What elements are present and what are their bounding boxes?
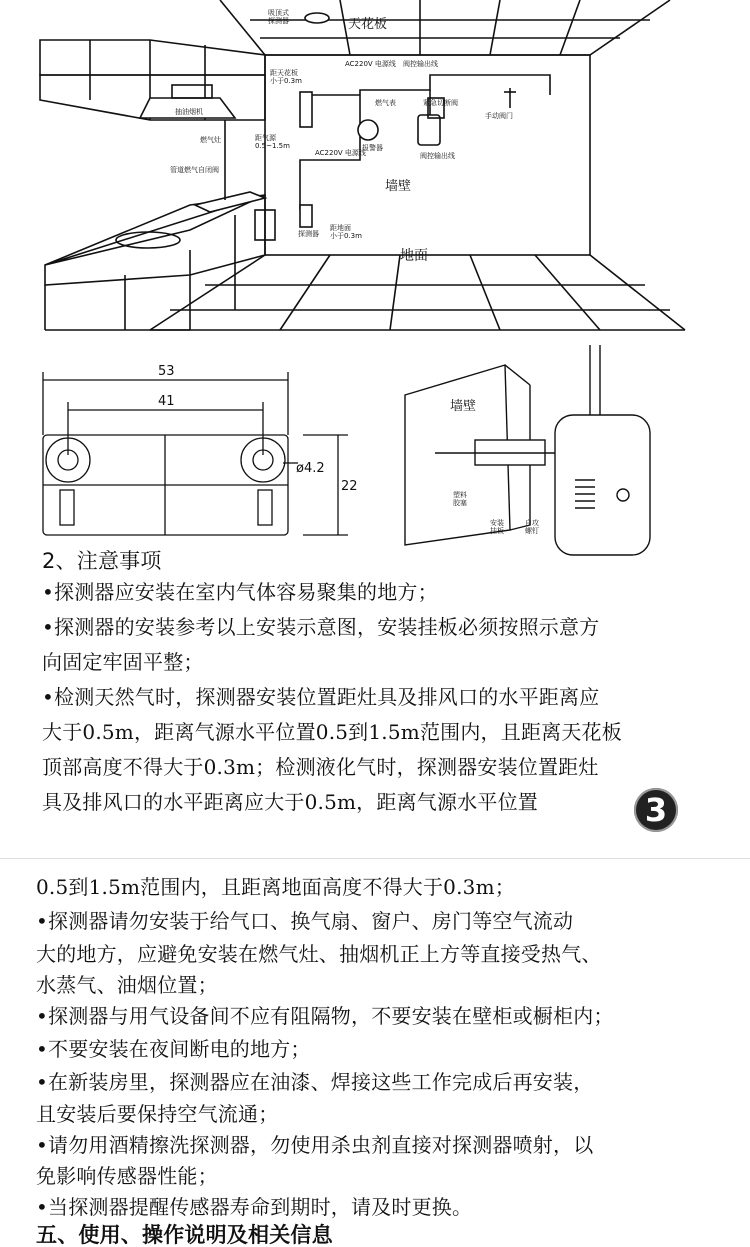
ceiling-label: 天花板 (348, 17, 388, 32)
ac-mid-label: AC220V 电源线 (315, 149, 366, 157)
page-number-badge: 3 (634, 788, 678, 832)
control-out2-label: 阀控输出线 (420, 152, 455, 160)
floor-detector-label: 探测器 (298, 230, 319, 238)
page-divider (0, 858, 750, 859)
text-line: •探测器的安装参考以上安装示意图，安装挂板必须按照示意方 (42, 615, 600, 639)
control-out-label: 阀控输出线 (403, 60, 438, 68)
ceiling-detector-label: 吸顶式探测器 (268, 9, 289, 26)
mounting-plate-drawing (38, 360, 358, 550)
gas-meter-label: 燃气表 (375, 99, 396, 107)
installation-diagram (30, 0, 690, 335)
text-line: •检测天然气时，探测器安装位置距灶具及排风口的水平距离应 (42, 685, 600, 709)
floor-label: 地面 (400, 248, 428, 264)
text-line: 水蒸气、油烟位置； (36, 973, 218, 997)
text-line: •请勿用酒精擦洗探测器，勿使用杀虫剂直接对探测器喷射，以 (36, 1133, 594, 1157)
text-line: 免影响传感器性能； (36, 1164, 218, 1188)
text-line: 大的地方，应避免安装在燃气灶、抽烟机正上方等直接受热气、 (36, 942, 602, 966)
text-line: 且安装后要保持空气流通； (36, 1102, 279, 1126)
text-line: •不要安装在夜间断电的地方； (36, 1037, 311, 1061)
emergency-valve-label: 紧急切断阀 (423, 99, 458, 107)
wall-mount-wall-label: 墙壁 (450, 399, 477, 414)
range-hood-label: 抽油烟机 (175, 108, 203, 116)
text-line: 大于0.5m，距离气源水平位置0.5到1.5m范围内，且距离天花板 (42, 720, 622, 744)
alarm-label: 报警器 (362, 144, 383, 152)
dist-floor-label: 距地面小于0.3m (330, 224, 362, 241)
ac-top-label: AC220V 电源线 (345, 60, 396, 68)
manual-valve-label: 手动阀门 (485, 112, 513, 120)
text-line: 向固定牢固平整； (42, 650, 204, 674)
text-line: •当探测器提醒传感器寿命到期时，请及时更换。 (36, 1195, 473, 1219)
text-line: 具及排风口的水平距离应大于0.5m，距离气源水平位置 (42, 790, 538, 814)
dim-41: 41 (158, 394, 175, 409)
dim-53: 53 (158, 364, 175, 379)
wall-mount-drawing (395, 335, 665, 565)
dim-22: 22 (341, 479, 358, 494)
mount-plate-label: 安装挂板 (490, 519, 504, 536)
next-section-heading: 五、使用、操作说明及相关信息 (36, 1223, 333, 1247)
plastic-anchor-label: 塑料胶塞 (453, 491, 467, 508)
text-line: •探测器与用气设备间不应有阻隔物，不要安装在壁柜或橱柜内； (36, 1004, 614, 1028)
wall-label: 墙壁 (385, 179, 412, 194)
dim-hole: ø4.2 (296, 461, 325, 476)
dist-top-label: 距天花板小于0.3m (270, 69, 302, 86)
text-line: •在新装房里，探测器应在油漆、焊接这些工作完成后再安装， (36, 1070, 594, 1094)
text-line: 0.5到1.5m范围内，且距离地面高度不得大于0.3m； (36, 875, 515, 899)
gas-stove-label: 燃气灶 (200, 136, 221, 144)
section-heading: 2、注意事项 (42, 549, 162, 573)
text-line: 顶部高度不得大于0.3m；检测液化气时，探测器安装位置距灶 (42, 755, 599, 779)
dist-mid-label: 距气源 0.5~1.5m (255, 134, 290, 151)
gas-pipe-label: 管道燃气自闭阀 (170, 166, 219, 174)
screw-label: 自攻螺钉 (525, 519, 539, 536)
text-line: •探测器请勿安装于给气口、换气扇、窗户、房门等空气流动 (36, 909, 574, 933)
text-line: •探测器应安装在室内气体容易聚集的地方； (42, 580, 438, 604)
